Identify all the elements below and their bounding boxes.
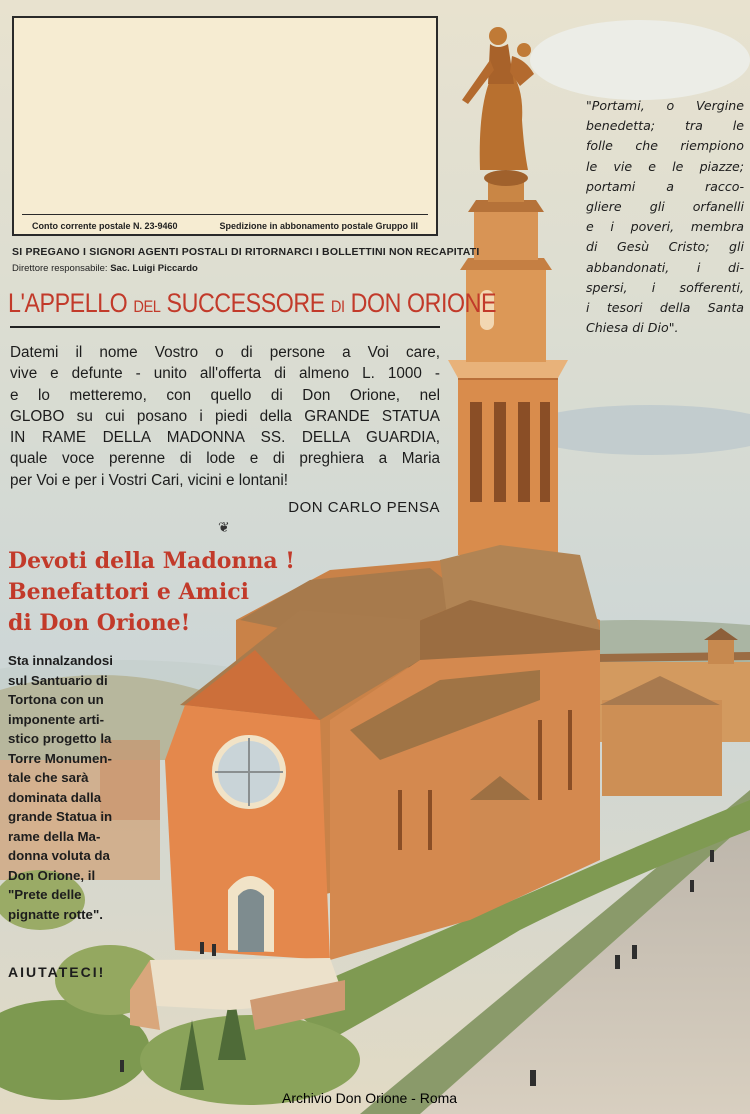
headline-part-4: DI <box>330 297 345 316</box>
address-box-divider <box>22 214 428 215</box>
prayer-quote <box>586 96 744 338</box>
madonna-statue <box>462 27 534 186</box>
devoti-line: di Don Orione! <box>8 610 191 636</box>
quote-line: gliere gli orfanelli <box>586 199 744 215</box>
appeal-line: GLOBO su cui posano i piedi della GRANDE STATUA <box>10 407 440 425</box>
side-line: dominata dalla <box>8 789 102 805</box>
headline-part-3: SUCCESSORE <box>166 288 325 318</box>
quote-line: benedetta; tra le <box>586 118 744 134</box>
side-line: Torre Monumen- <box>8 750 112 766</box>
devoti-heading <box>8 546 338 639</box>
headline-rule <box>10 326 440 328</box>
side-line: tale che sarà <box>8 770 89 785</box>
side-line: "Prete delle <box>8 887 82 902</box>
appeal-text <box>10 342 440 491</box>
conto-corrente-label: Conto corrente postale N. 23-9460 <box>32 221 178 231</box>
headline-part-2: DEL <box>133 297 161 316</box>
devoti-line: Benefattori e Amici <box>8 579 250 605</box>
headline-part-5: DON ORIONE <box>350 288 497 318</box>
appeal-line: vive e defunte - unito all'offerta di almeno L. 1000 - <box>10 365 440 383</box>
devoti-line: Devoti della Madonna ! <box>8 548 295 574</box>
director-name: Sac. Luigi Piccardo <box>110 263 198 274</box>
appeal-line: e lo metteremo, con quello di Don Orione, nel <box>10 386 440 404</box>
spedizione-label: Spedizione in abbonamento postale Gruppo III <box>219 221 418 231</box>
right-buildings <box>596 628 750 796</box>
side-column-text <box>8 651 158 924</box>
quote-line: le vie e le piazze; <box>586 158 744 174</box>
appeal-line: quale voce perenne di lode e di preghiera a Maria <box>10 450 440 468</box>
quote-line: portami a racco- <box>586 178 744 194</box>
quote-line: e i poveri, membra <box>586 219 744 235</box>
side-line: pignatte rotte". <box>8 906 103 922</box>
director-line <box>12 263 198 274</box>
side-line: donna voluta da <box>8 848 110 863</box>
side-line: Don Orione, il <box>8 867 96 883</box>
side-line: stico progetto la <box>8 731 112 746</box>
quote-line: folle che riempiono <box>586 138 744 154</box>
postal-notice: SI PREGANO I SIGNORI AGENTI POSTALI DI RITORNARCI I BOLLETTINI NON RECAPITATI <box>12 246 480 258</box>
quote-line: spersi, i sofferenti, <box>586 279 744 295</box>
side-line: rame della Ma- <box>8 828 101 844</box>
side-line: grande Statua in <box>8 809 113 824</box>
archive-watermark: Archivio Don Orione - Roma <box>282 1090 458 1106</box>
director-label: Direttore responsabile: <box>12 263 108 274</box>
bell-tower <box>448 180 568 555</box>
signature: DON CARLO PENSA <box>288 499 440 516</box>
quote-line: Chiesa di Dio". <box>586 320 679 336</box>
side-line: Sta innalzandosi <box>8 653 113 668</box>
appeal-line: Datemi il nome Vostro o di persone a Voi care, <box>10 344 440 361</box>
appeal-line: IN RAME DELLA MADONNA SS. DELLA GUARDIA, <box>10 429 440 447</box>
ornament-icon: ❦ <box>218 520 230 536</box>
quote-line: abbandonati, i di- <box>586 259 744 275</box>
quote-line: di Gesù Cristo; gli <box>586 239 744 255</box>
aiutateci-label: AIUTATECI! <box>8 964 106 980</box>
address-box <box>12 16 438 236</box>
side-line: Tortona con un <box>8 692 104 707</box>
quote-line: "Portami, o Vergine <box>586 98 744 113</box>
appeal-line: per Voi e per i Vostri Cari, vicini e lontani! <box>10 471 289 489</box>
side-line: imponente arti- <box>8 711 105 727</box>
side-line: sul Santuario di <box>8 672 108 688</box>
quote-line: i tesori della Santa <box>586 300 744 316</box>
headline <box>8 288 497 319</box>
headline-part-1: L'APPELLO <box>8 288 128 318</box>
